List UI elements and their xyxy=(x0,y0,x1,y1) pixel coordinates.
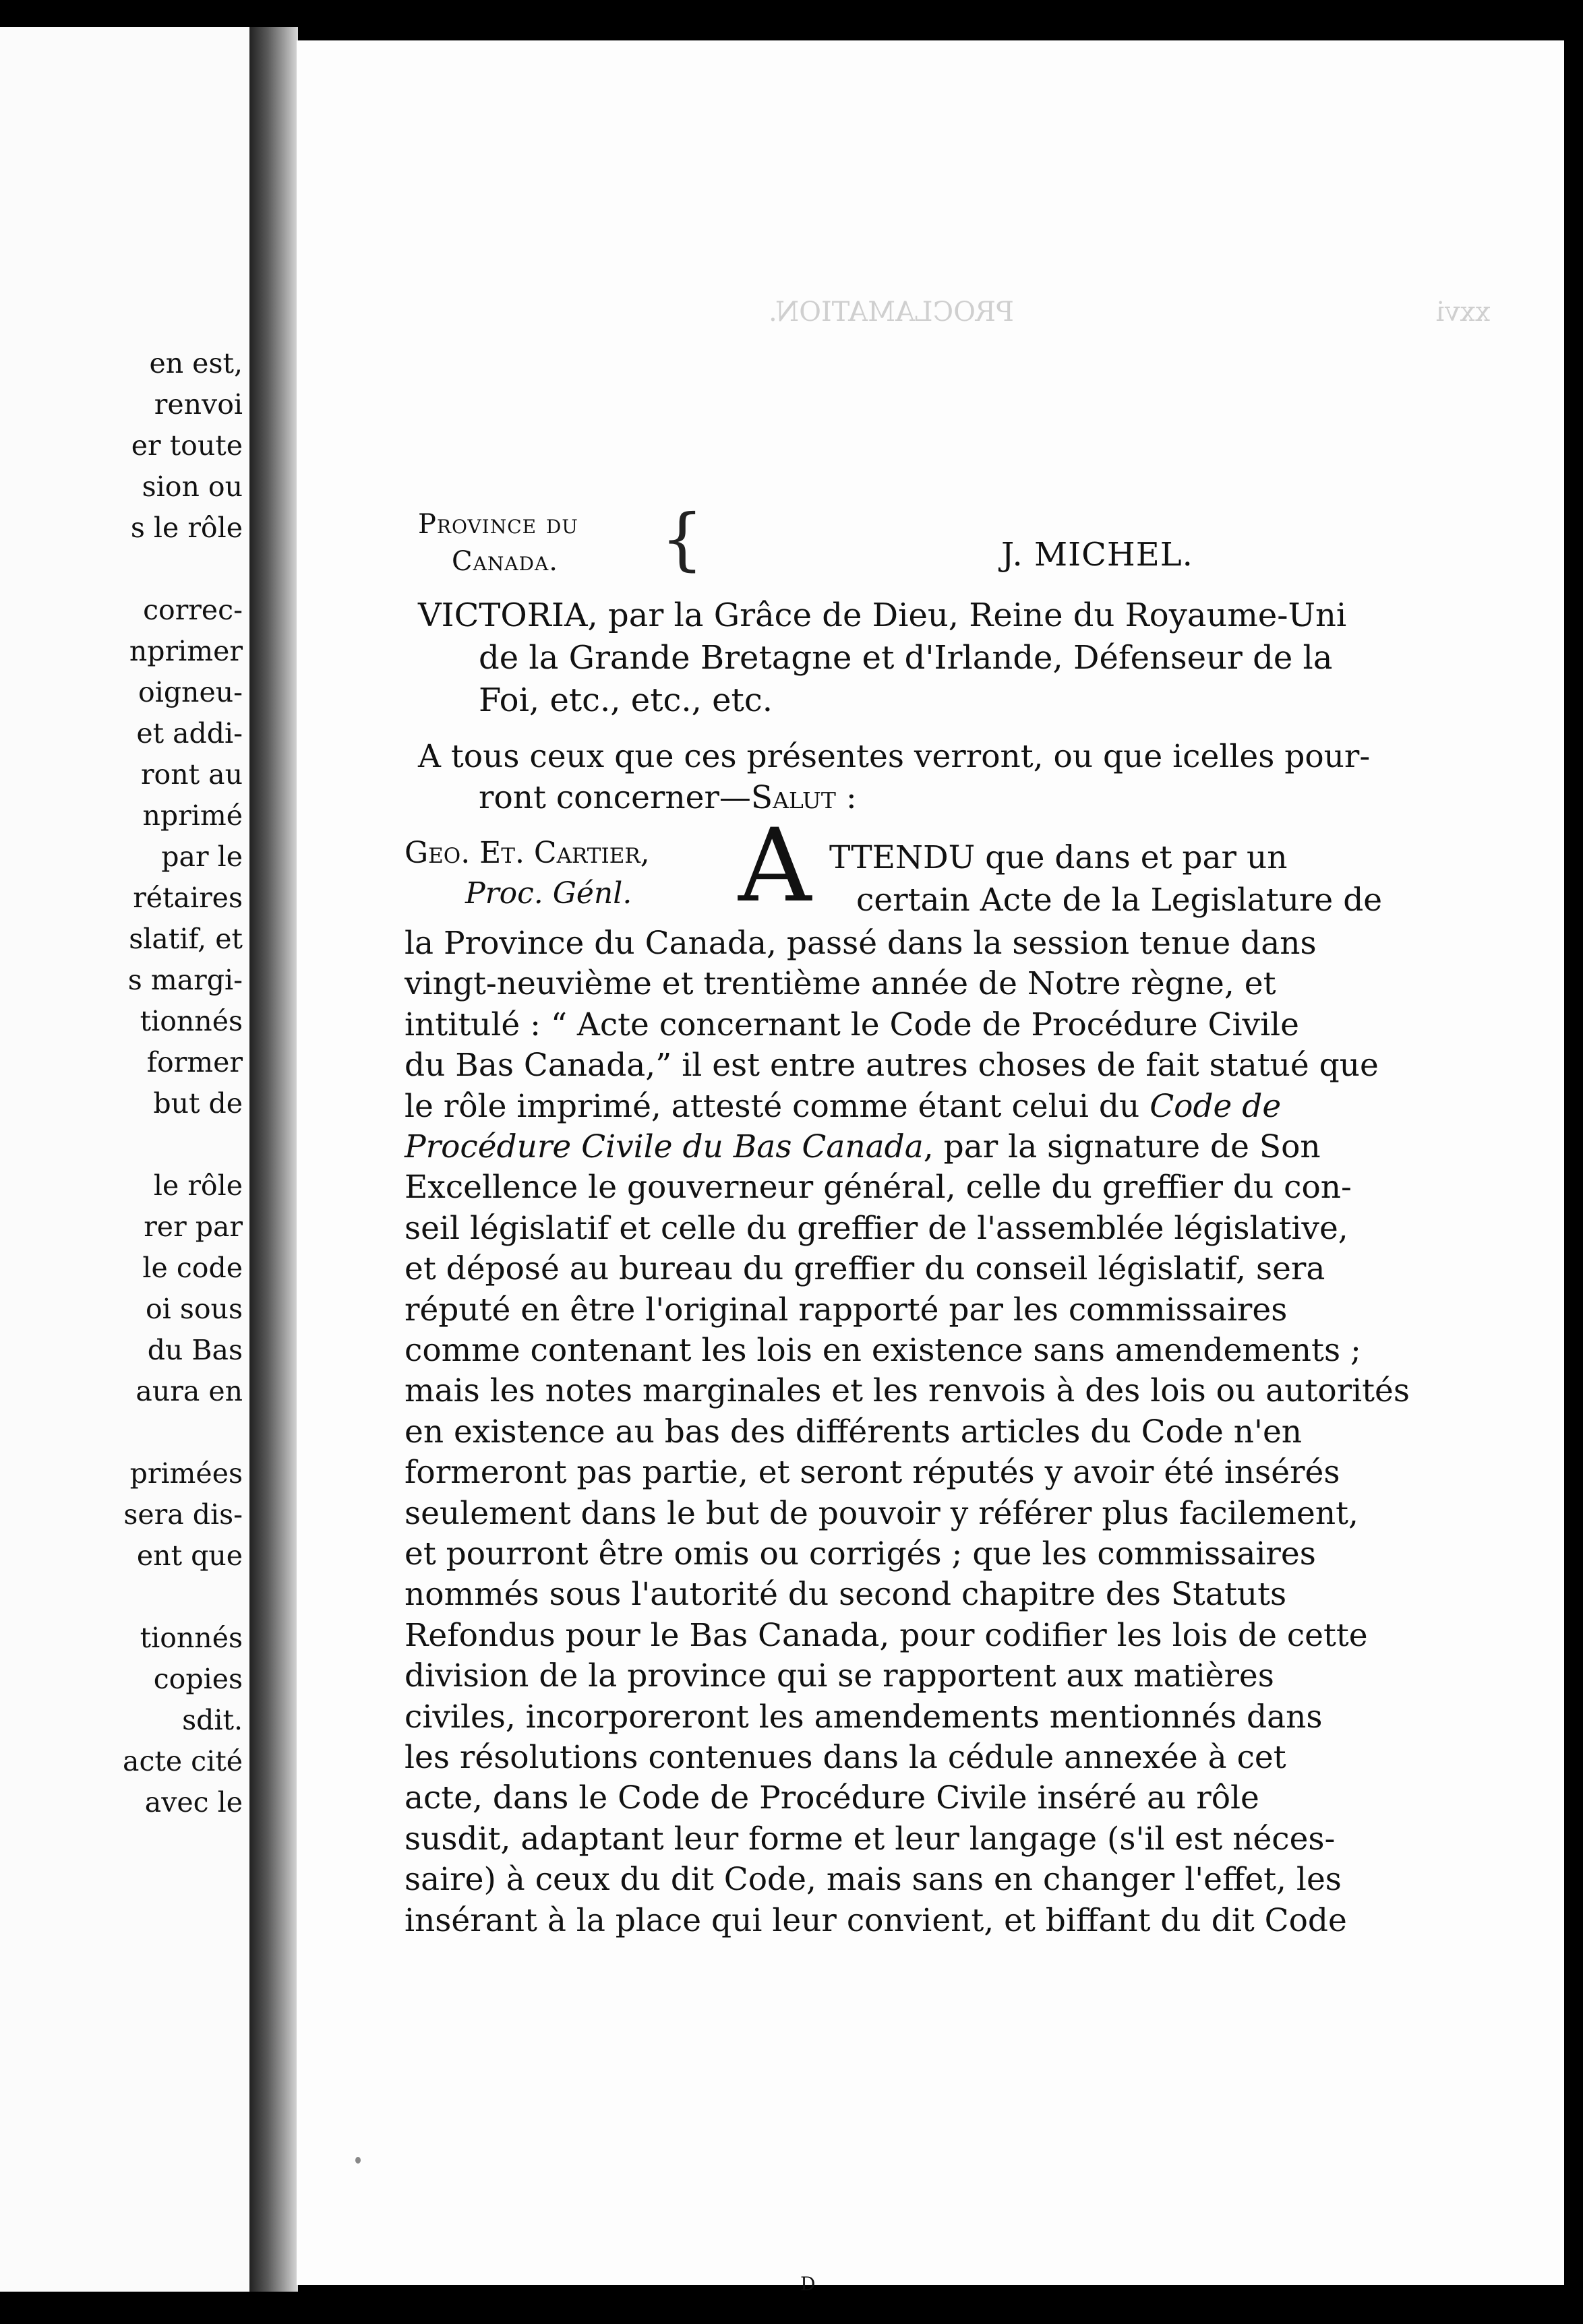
body-line: division de la province qui se rapportent aux matières xyxy=(405,1657,1274,1695)
left-page-line: avec le xyxy=(144,1786,243,1818)
left-page-line: renvoi xyxy=(154,388,243,421)
book-gutter xyxy=(249,27,298,2292)
body-line: insérant à la place qui leur convient, et biffant du dit Code xyxy=(405,1901,1347,1939)
left-page-line: tionnés xyxy=(140,1622,243,1654)
left-page-line: nprimer xyxy=(129,635,243,667)
body-line xyxy=(405,1128,1321,1165)
left-page-line: former xyxy=(146,1046,243,1078)
body-line: nommés sous l'autorité du second chapitre des Statuts xyxy=(405,1576,1287,1614)
body-line: civiles, incorporeront les amendements mentionnés dans xyxy=(405,1698,1323,1736)
left-page-line: s le rôle xyxy=(130,512,243,544)
paper-speck xyxy=(355,2157,361,2164)
left-page-line: sion ou xyxy=(142,470,243,503)
salut-word: Salut xyxy=(750,779,836,816)
left-page-line: ent que xyxy=(136,1539,243,1572)
text-run: Procédure Civile du Bas Canada xyxy=(405,1128,924,1165)
body-line: formeront pas partie, et seront réputés y avoir été insérés xyxy=(405,1454,1340,1492)
body-line: en existence au bas des différents articles du Code n'en xyxy=(405,1413,1303,1450)
text-run: Code de xyxy=(1149,1087,1282,1125)
body-line-1: TTENDU que dans et par un xyxy=(829,839,1288,876)
left-page-line: rer par xyxy=(144,1211,243,1243)
body-line: vingt-neuvième et trentième année de Notre règne, et xyxy=(405,965,1276,1003)
brace-icon: { xyxy=(661,499,704,578)
preamble-line-1: VICTORIA, par la Grâce de Dieu, Reine du Royaume-Uni xyxy=(418,597,1347,634)
left-page-line: but de xyxy=(153,1087,243,1120)
text-run: le rôle imprimé, attesté comme étant celui du xyxy=(405,1087,1150,1125)
preamble-line-2: de la Grande Bretagne et d'Irlande, Défenseur de la xyxy=(479,639,1333,677)
proclamation-header xyxy=(418,479,1524,578)
body-line-2: certain Acte de la Legislature de xyxy=(856,882,1383,919)
attorney-title: Proc. Génl. xyxy=(465,876,632,911)
left-page-line: ront au xyxy=(140,758,243,791)
body-line: saire) à ceux du dit Code, mais sans en changer l'effet, les xyxy=(405,1861,1342,1899)
left-page-line: tionnés xyxy=(140,1005,243,1037)
body-line: mais les notes marginales et les renvois à des lois ou autorités xyxy=(405,1372,1410,1410)
signature-mark: D xyxy=(800,2273,817,2295)
greeting-line-1: A tous ceux que ces présentes verront, ou que icelles pour- xyxy=(418,738,1371,775)
bleed-through-header: PROCLAMATION. xyxy=(769,297,1014,328)
left-page-line: primées xyxy=(129,1457,243,1490)
attorney-name: Geo. Et. Cartier, xyxy=(405,836,650,870)
body-line: seulement dans le but de pouvoir y référer plus facilement, xyxy=(405,1494,1358,1532)
left-page-line: par le xyxy=(161,840,243,873)
current-page xyxy=(297,40,1564,2295)
left-page-line: nprimé xyxy=(142,799,243,832)
left-page-line: rétaires xyxy=(133,882,243,914)
left-page-line: slatif, et xyxy=(129,923,243,955)
province-line-1: Province du xyxy=(418,509,578,540)
left-page-line: acte cité xyxy=(123,1745,243,1777)
left-page-line: le rôle xyxy=(153,1169,243,1202)
body-line: et déposé au bureau du greffier du conseil législatif, sera xyxy=(405,1250,1325,1288)
left-page-line: oigneu- xyxy=(138,676,243,708)
body-line: comme contenant les lois en existence sans amendements ; xyxy=(405,1332,1361,1369)
left-page-line: sera dis- xyxy=(123,1498,243,1531)
preamble-line-3: Foi, etc., etc., etc. xyxy=(479,681,773,719)
body-line: intitulé : “ Acte concernant le Code de Procédure Civile xyxy=(405,1006,1299,1043)
left-page-line: aura en xyxy=(136,1375,243,1407)
body-line: et pourront être omis ou corrigés ; que les commissaires xyxy=(405,1535,1316,1572)
body-line: réputé en être l'original rapporté par les commissaires xyxy=(405,1291,1288,1328)
left-page-line: copies xyxy=(153,1663,243,1695)
left-page-line: oi sous xyxy=(145,1293,243,1325)
left-page-line: sdit. xyxy=(182,1704,243,1736)
previous-page xyxy=(0,27,251,2292)
greeting-text: ront concerner— xyxy=(479,779,751,816)
left-page-line: en est, xyxy=(149,347,243,379)
bleed-through-page-number: xxvi xyxy=(1436,297,1491,328)
body-line: la Province du Canada, passé dans la session tenue dans xyxy=(405,925,1317,962)
body-line: seil législatif et celle du greffier de l'assemblée législative, xyxy=(405,1209,1348,1247)
body-line: acte, dans le Code de Procédure Civile inséré au rôle xyxy=(405,1779,1259,1817)
body-line: Refondus pour le Bas Canada, pour codifier les lois de cette xyxy=(405,1616,1368,1654)
left-page-line: s margi- xyxy=(127,964,243,996)
body-line: Excellence le gouverneur général, celle du greffier du con- xyxy=(405,1169,1352,1206)
body-line: du Bas Canada,” il est entre autres choses de fait statué que xyxy=(405,1047,1379,1084)
greeting-colon: : xyxy=(845,779,857,816)
body-line: susdit, adaptant leur forme et leur langage (s'il est néces- xyxy=(405,1820,1336,1858)
body-line xyxy=(405,1088,1281,1125)
left-page-line: correc- xyxy=(143,594,243,626)
drop-cap: A xyxy=(738,807,812,925)
left-page-line: et addi- xyxy=(136,717,243,750)
left-page-line: er toute xyxy=(131,429,243,462)
province-line-2: Canada. xyxy=(452,546,558,577)
signer-name: J. MICHEL. xyxy=(1001,536,1193,574)
left-page-line: du Bas xyxy=(147,1334,243,1366)
left-page-line: le code xyxy=(142,1252,243,1284)
body-line: les résolutions contenues dans la cédule annexée à cet xyxy=(405,1739,1286,1776)
text-run: , par la signature de Son xyxy=(923,1128,1321,1165)
